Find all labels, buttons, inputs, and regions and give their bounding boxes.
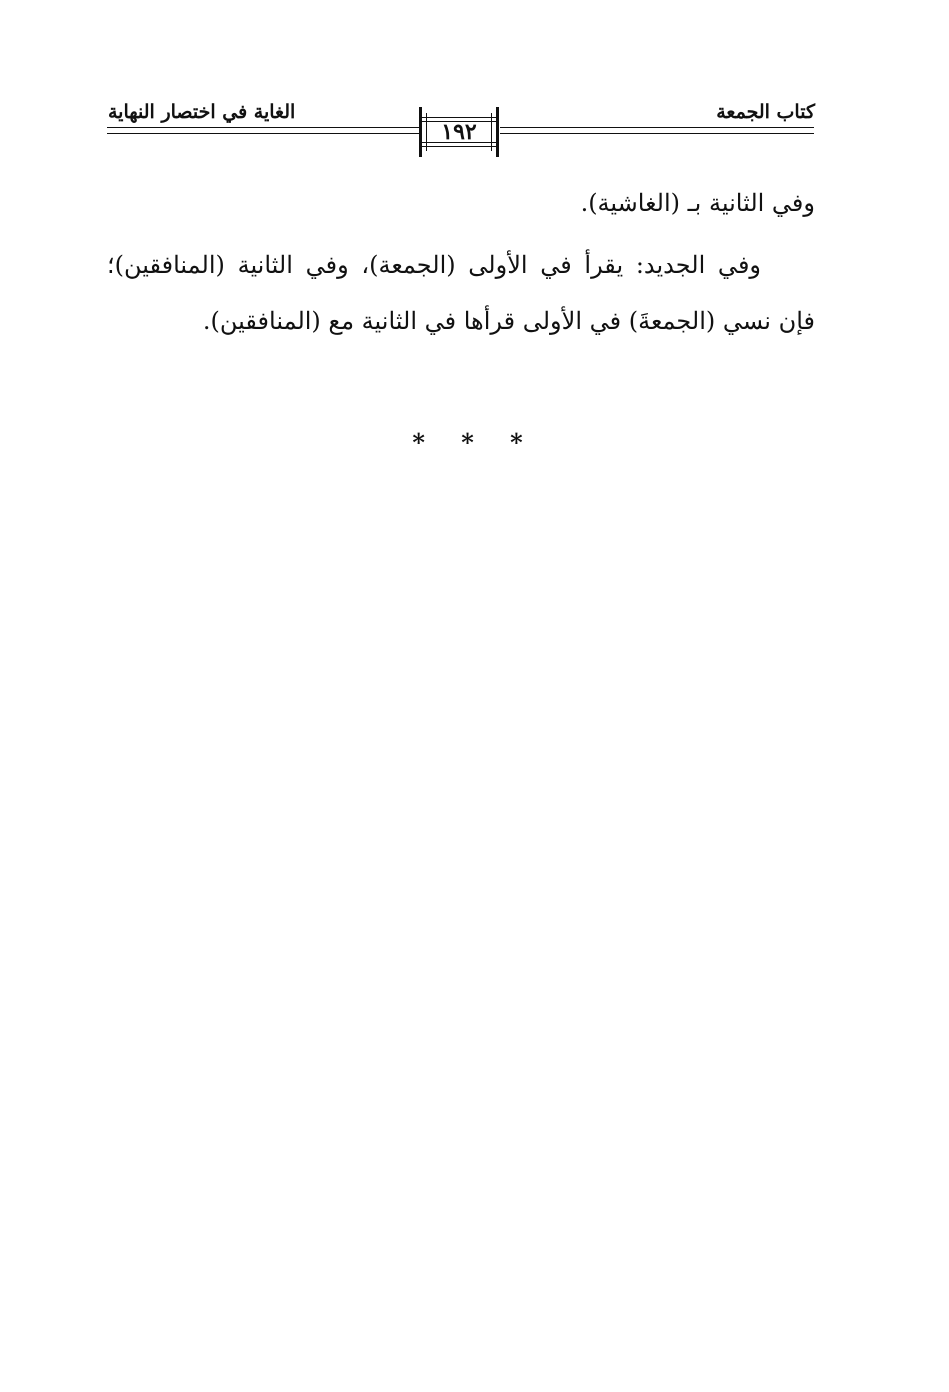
paragraph: وفي الثانية بـ (الغاشية). [580,189,815,217]
book-title: الغاية في اختصار النهاية [108,101,296,123]
header-rule [500,133,814,134]
header-rule [107,127,419,128]
page-number-frame [419,107,499,157]
paragraph: وفي الجديد: يقرأ في الأولى (الجمعة)، وفي الثانية (المنافقين)؛ فإن نسي (الجمعةَ) في الأولى قرأها في الثانية مع (المنافقين). [107,251,815,335]
page-number: ١٩٢ [441,119,477,145]
header-rule [107,133,419,134]
chapter-title: كتاب الجمعة [716,101,815,123]
header-rule [500,127,814,128]
section-separator: * * * [412,428,537,457]
